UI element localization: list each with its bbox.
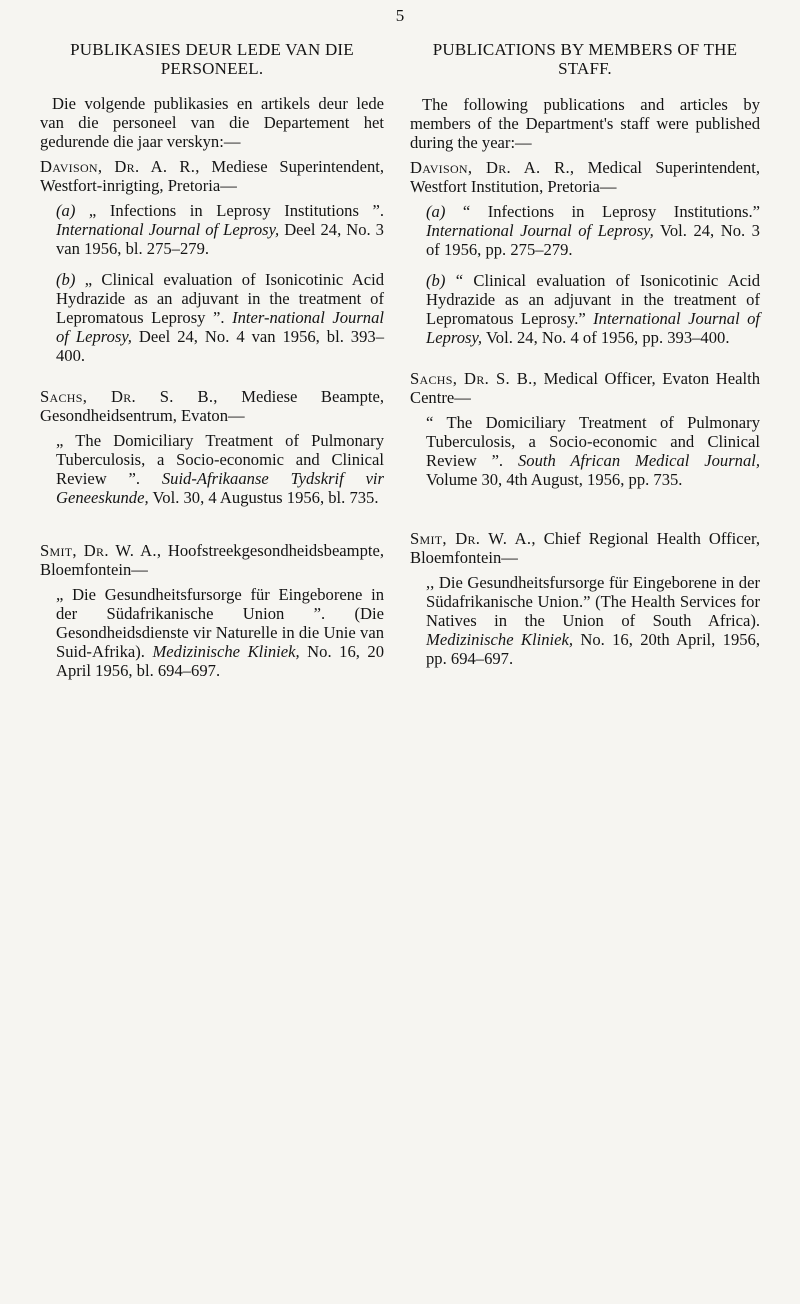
item-journal: South African Medical Journal, — [517, 451, 761, 470]
left-intro: Die volgende publikasies en artikels deur lede van die personeel van die Departement het gedurende die jaar verskyn:— — [40, 94, 384, 151]
item-label: (b) — [56, 270, 76, 289]
author-role: Mediese Superintendent, Westfort-inrigting, Pretoria— — [40, 157, 384, 195]
author-name: Sachs, Dr. S. B., — [410, 369, 538, 388]
left-entry-smit — [40, 541, 384, 680]
item-journal: International Journal of Leprosy, — [426, 221, 654, 240]
item-details: Vol. 24, No. 4 of 1956, pp. 393–400. — [482, 328, 730, 347]
item-details: Vol. 30, 4 Augustus 1956, bl. 735. — [148, 488, 379, 507]
publication-item — [40, 270, 384, 365]
publication-item — [40, 585, 384, 680]
author-role: Hoofstreekgesondheidsbeampte, Bloemfontein— — [40, 541, 384, 579]
right-entry-smit — [410, 529, 760, 668]
author-line — [410, 158, 760, 196]
author-name: Smit, Dr. W. A., — [410, 529, 536, 548]
author-line — [40, 387, 384, 425]
author-role: Mediese Beampte, Gesondheidsentrum, Evaton— — [40, 387, 385, 425]
author-name: Smit, Dr. W. A., — [40, 541, 162, 560]
english-column — [410, 40, 760, 680]
item-label: (a) — [426, 202, 446, 221]
item-title: „ Clinical evaluation of Isonicotinic Acid Hydrazide as an adjuvant in the treatment of Lepromatous Leprosy ”. — [56, 270, 384, 327]
item-title: „ Infections in Leprosy Institutions ”. — [75, 201, 384, 220]
author-role: Medical Superintendent, Westfort Institution, Pretoria— — [410, 158, 760, 196]
item-details: Deel 24, No. 4 van 1956, bl. 393–400. — [56, 327, 384, 365]
item-details: Volume 30, 4th August, 1956, pp. 735. — [426, 470, 683, 489]
right-intro: The following publications and articles by members of the Department's staff were published during the year:— — [410, 95, 760, 152]
item-title: “ Clinical evaluation of Isonicotinic Acid Hydrazide as an adjuvant in the treatment of Lepromatous Leprosy.” — [426, 271, 760, 328]
item-details: Deel 24, No. 3 van 1956, bl. 275–279. — [56, 220, 384, 258]
left-entry-davison — [40, 157, 384, 365]
item-journal: International Journal of Leprosy, — [426, 309, 760, 347]
item-title: „ Die Gesundheitsfursorge für Eingeborene in der Südafrikanische Union ”. (Die Gesondheidsdienste vir Naturelle in die Unie van Suid-Afrika). — [56, 585, 384, 661]
publication-item — [410, 271, 760, 347]
left-heading: PUBLIKASIES DEUR LEDE VAN DIE PERSONEEL. — [70, 40, 354, 78]
afrikaans-column — [40, 40, 384, 692]
item-details: No. 16, 20th April, 1956, pp. 694–697. — [426, 630, 760, 668]
left-entry-sachs — [40, 387, 384, 507]
item-title: “ The Domiciliary Treatment of Pulmonary Tuberculosis, a Socio-economic and Clinical Review ”. — [426, 413, 760, 470]
right-heading: PUBLICATIONS BY MEMBERS OF THE STAFF. — [432, 40, 738, 78]
item-title: „ The Domiciliary Treatment of Pulmonary Tuberculosis, a Socio-economic and Clinical Review ”. — [56, 431, 384, 488]
right-entry-davison — [410, 158, 760, 347]
publication-item — [410, 413, 760, 489]
author-role: Medical Officer, Evaton Health Centre— — [410, 369, 761, 407]
item-title: “ Infections in Leprosy Institutions.” — [445, 202, 760, 221]
publication-item — [410, 573, 760, 668]
author-line — [410, 529, 760, 567]
item-label: (a) — [56, 201, 76, 220]
item-journal: Medizinische Kliniek, — [426, 630, 573, 649]
item-title: ,, Die Gesundheitsfursorge für Eingeborene in der Südafrikanische Union.” (The Health Services for Natives in the Union of South Africa). — [426, 573, 760, 630]
author-line — [40, 157, 384, 195]
author-name: Davison, Dr. A. R., — [410, 158, 575, 177]
author-line — [410, 369, 760, 407]
item-journal: Inter-national Journal of Leprosy, — [56, 308, 384, 346]
item-journal: International Journal of Leprosy, — [56, 220, 280, 239]
item-label: (b) — [426, 271, 446, 290]
publication-item — [40, 201, 384, 258]
author-line — [40, 541, 384, 579]
publication-item — [40, 431, 384, 507]
item-details: Vol. 24, No. 3 of 1956, pp. 275–279. — [426, 221, 760, 259]
right-entry-sachs — [410, 369, 760, 489]
item-details: No. 16, 20 April 1956, bl. 694–697. — [56, 642, 385, 680]
page-number: 5 — [395, 6, 405, 25]
author-name: Davison, Dr. A. R., — [40, 157, 200, 176]
author-role: Chief Regional Health Officer, Bloemfontein— — [410, 529, 760, 567]
author-name: Sachs, Dr. S. B., — [40, 387, 218, 406]
publication-item — [410, 202, 760, 259]
item-journal: Medizinische Kliniek, — [152, 642, 300, 661]
item-journal: Suid-Afrikaanse Tydskrif vir Geneeskunde, — [56, 469, 384, 507]
